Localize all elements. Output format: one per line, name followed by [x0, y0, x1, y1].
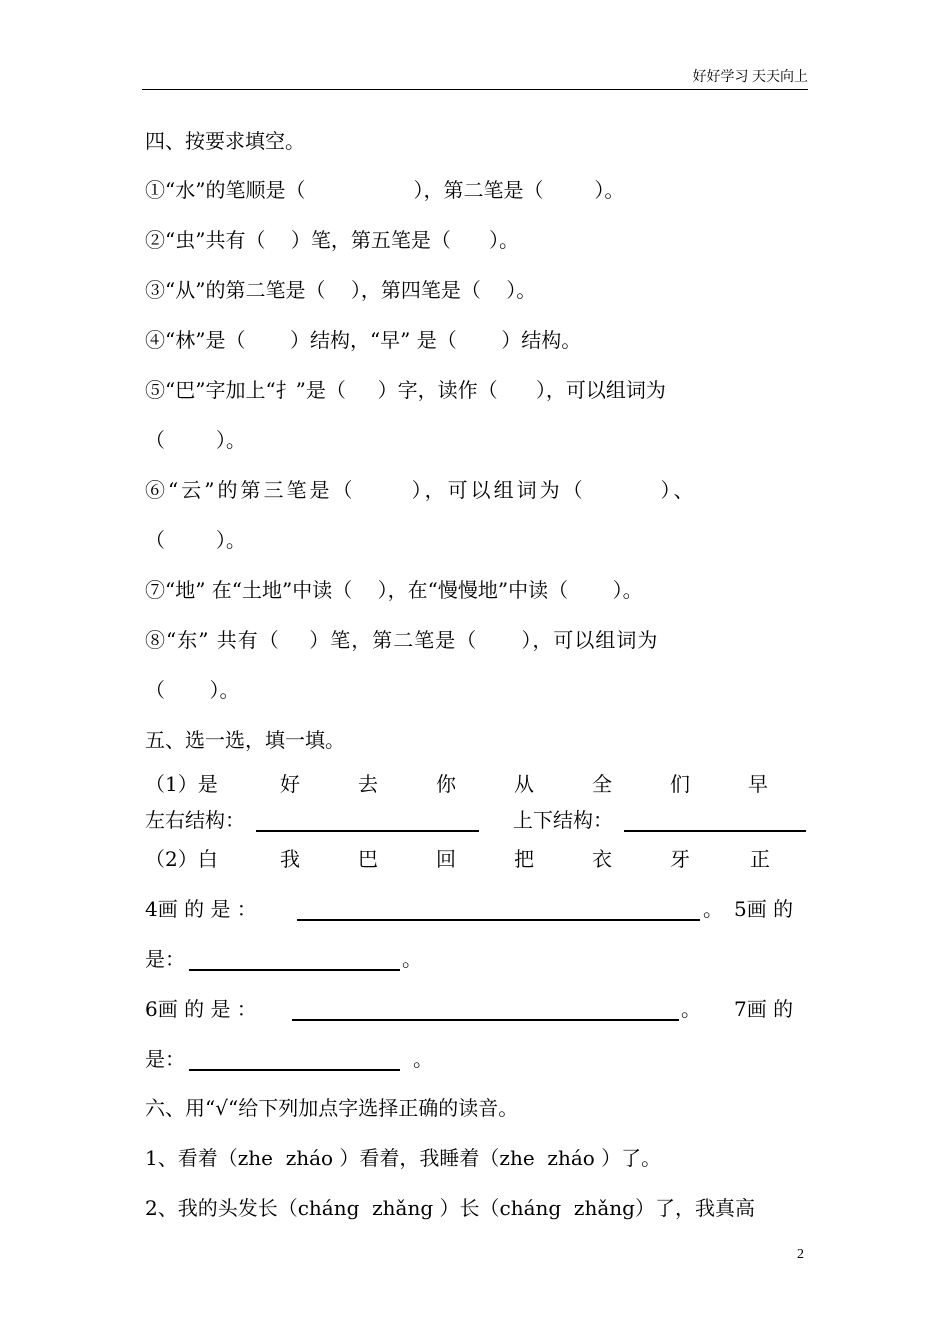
left-right-label: 左右结构： — [145, 808, 245, 832]
left-right-blank[interactable] — [256, 810, 479, 832]
section4-question-6a: ⑥“云”的第三笔是（ ），可以组词为（ ）、 — [145, 478, 697, 502]
char-item: 从 — [514, 772, 534, 796]
section4-question-2: ②“虫”共有（ ）笔，第五笔是（ ）。 — [145, 228, 520, 252]
section4-question-1: ①“水”的笔顺是（ ），第二笔是（ ）。 — [145, 178, 625, 202]
structure-row — [145, 806, 807, 834]
section4-question-6b: （ ）。 — [145, 528, 246, 552]
four-strokes-blank[interactable] — [297, 899, 700, 921]
period: 。 — [703, 897, 723, 921]
char-group-2-label: （2）白 — [145, 847, 218, 871]
char-item: 回 — [436, 847, 456, 871]
six-strokes-label: 6画 的 是 ： — [145, 997, 257, 1021]
char-item: 我 — [280, 847, 300, 871]
top-bottom-blank[interactable] — [624, 810, 806, 832]
char-group-1-label: （1）是 — [145, 772, 218, 796]
five-strokes-label: 5画 的 — [734, 897, 794, 921]
five-strokes-blank[interactable] — [189, 949, 400, 971]
four-strokes-label: 4画 的 是 ： — [145, 897, 257, 921]
char-item: 们 — [670, 772, 690, 796]
seven-strokes-blank[interactable] — [189, 1049, 400, 1071]
period: 。 — [413, 1047, 433, 1071]
period: 。 — [402, 947, 422, 971]
six-strokes-blank[interactable] — [292, 999, 679, 1021]
char-group-1 — [145, 770, 807, 798]
char-item: 巴 — [358, 847, 378, 871]
top-bottom-label: 上下结构： — [513, 808, 613, 832]
seven-strokes-label: 7画 的 — [734, 997, 794, 1021]
header-rule — [142, 89, 808, 90]
section4-question-4: ④“林”是（ ）结构，“早” 是（ ）结构。 — [145, 328, 582, 352]
five-strokes-row — [145, 945, 807, 973]
section4-question-3: ③“从”的第二笔是（ ），第四笔是（ ）。 — [145, 278, 537, 302]
seven-strokes-label-cont: 是： — [145, 1047, 185, 1071]
char-item: 去 — [358, 772, 378, 796]
section4-question-5b: （ ）。 — [145, 428, 246, 452]
four-strokes-row — [145, 895, 807, 923]
section4-question-5a: ⑤“巴”字加上“扌”是（ ）字，读作（ ），可以组词为 — [145, 378, 666, 402]
section4-question-7: ⑦“地” 在“土地”中读（ ），在“慢慢地”中读（ ）。 — [145, 578, 643, 602]
section6-title: 六、用“√“给下列加点字选择正确的读音。 — [145, 1096, 519, 1120]
section4-title: 四、按要求填空。 — [145, 129, 305, 153]
six-strokes-row — [145, 995, 807, 1023]
five-strokes-label-cont: 是： — [145, 947, 185, 971]
char-item: 好 — [280, 772, 300, 796]
char-item: 早 — [748, 772, 768, 796]
period: 。 — [681, 997, 701, 1021]
page-header: 好好学习 天天向上 — [692, 70, 808, 85]
char-item: 牙 — [670, 847, 690, 871]
section4-question-8b: （ ）。 — [145, 678, 240, 702]
section4-question-8a: ⑧“东” 共有（ ）笔，第二笔是（ ），可以组词为 — [145, 628, 659, 652]
seven-strokes-row — [145, 1045, 807, 1073]
char-item: 全 — [592, 772, 612, 796]
char-item: 把 — [514, 847, 534, 871]
char-item: 正 — [750, 847, 770, 871]
page-number: 2 — [797, 1247, 804, 1262]
char-item: 衣 — [592, 847, 612, 871]
char-group-2 — [145, 845, 807, 873]
char-item: 你 — [436, 772, 456, 796]
section6-question-2: 2、我的头发长（cháng zhǎng ）长（cháng zhǎng）了，我真高 — [145, 1196, 755, 1220]
section5-title: 五、选一选，填一填。 — [145, 728, 345, 752]
section6-question-1: 1、看着（zhe zháo ）看着，我睡着（zhe zháo ）了。 — [145, 1146, 662, 1170]
